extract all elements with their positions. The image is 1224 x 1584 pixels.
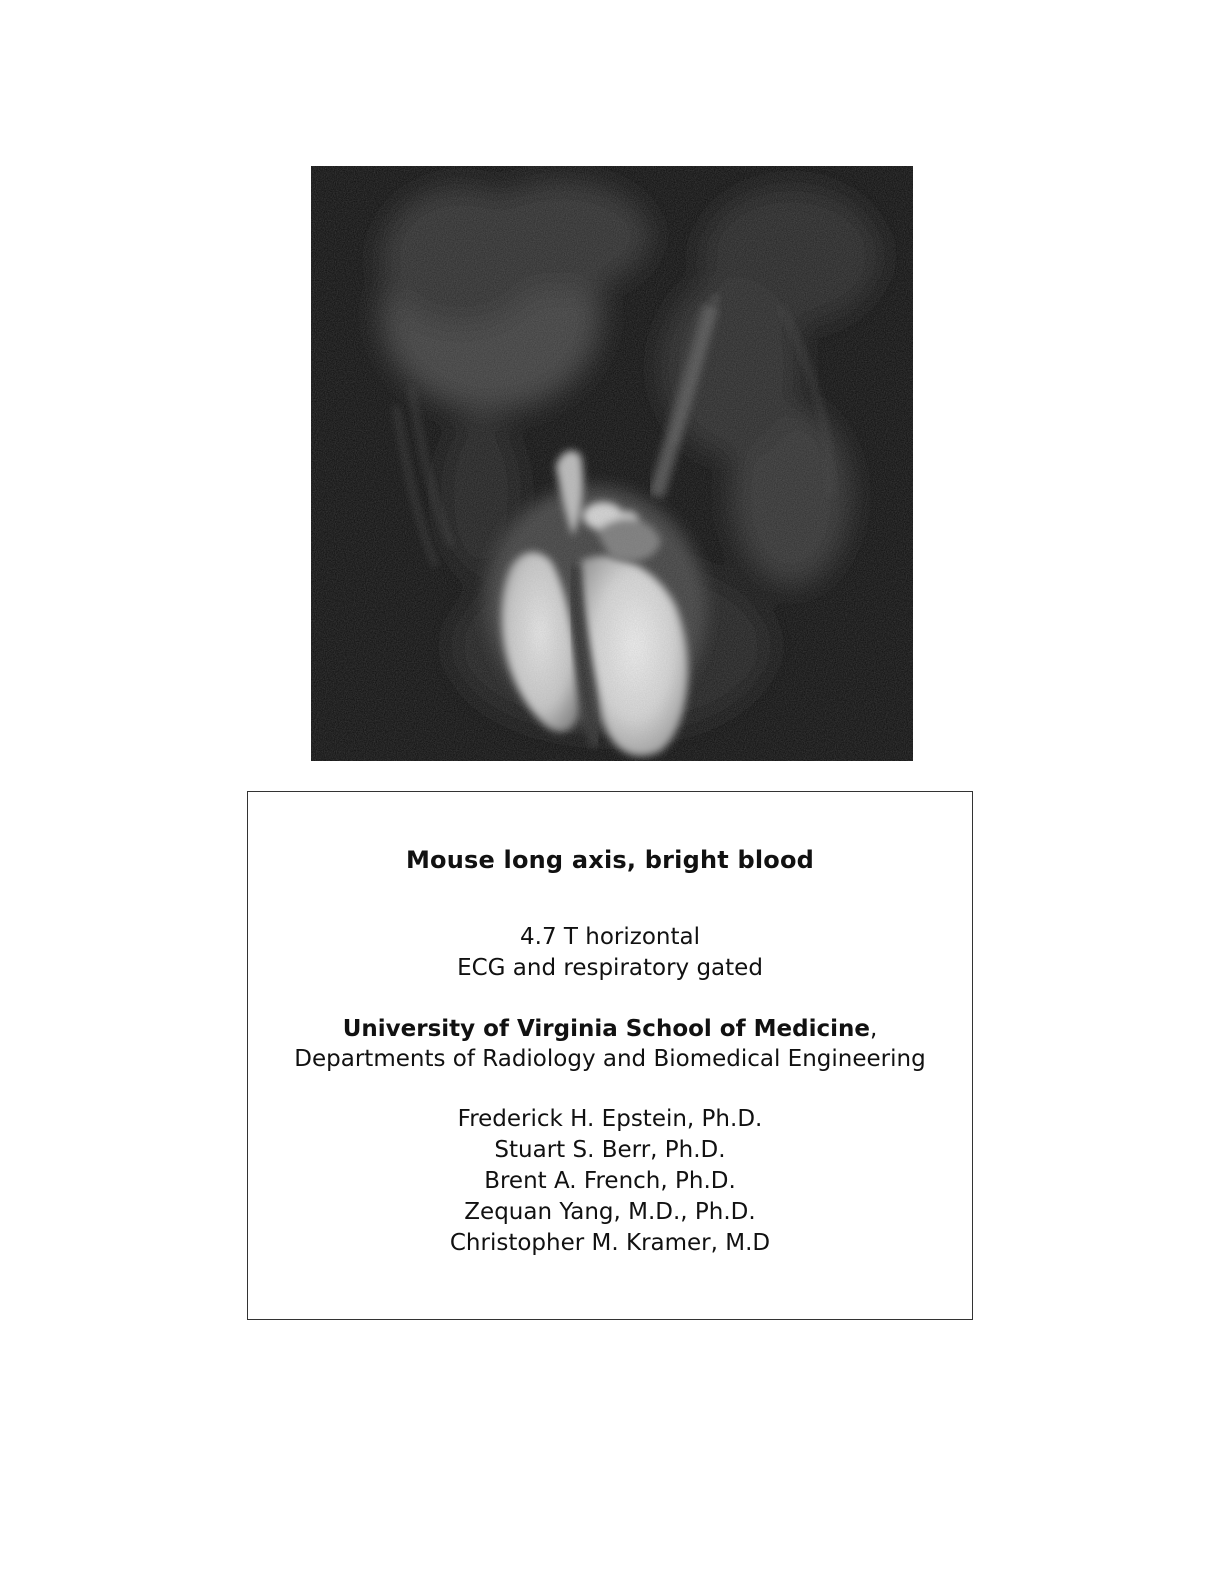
author-name: Brent A. French, Ph.D. [484, 1168, 736, 1194]
departments: Departments of Radiology and Biomedical Engineering [294, 1046, 926, 1072]
author-list [248, 1104, 972, 1259]
caption-box [247, 791, 973, 1320]
institution-name: University of Virginia School of Medicine [342, 1016, 870, 1042]
mri-heart-image [311, 166, 913, 761]
affiliation [248, 1014, 972, 1074]
author-name: Zequan Yang, M.D., Ph.D. [464, 1199, 756, 1225]
institution-comma: , [869, 1016, 878, 1042]
mri-image [311, 166, 913, 761]
caption-title: Mouse long axis, bright blood [405, 846, 815, 874]
spec-gating: ECG and respiratory gated [457, 955, 763, 981]
spec-field-strength: 4.7 T horizontal [520, 924, 700, 950]
author-name: Christopher M. Kramer, M.D [449, 1230, 771, 1256]
author-name: Frederick H. Epstein, Ph.D. [457, 1106, 763, 1132]
institution-line [248, 1014, 972, 1044]
author-name: Stuart S. Berr, Ph.D. [494, 1137, 726, 1163]
scan-specs [248, 922, 972, 984]
